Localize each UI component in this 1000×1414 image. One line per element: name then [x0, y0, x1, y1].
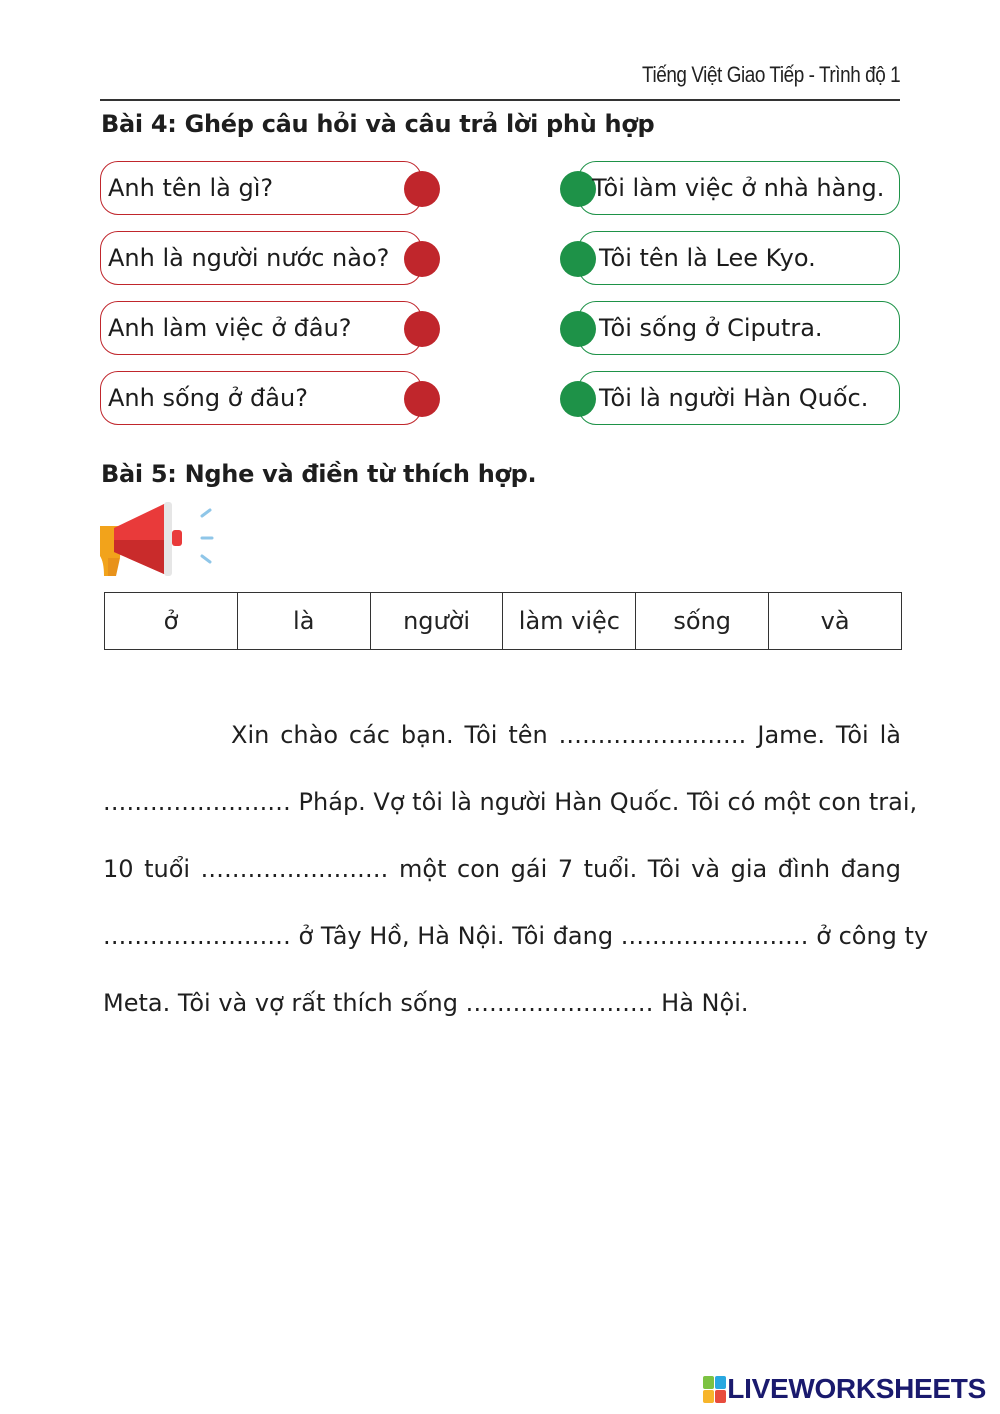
- passage-line: [103, 712, 901, 779]
- header-title: Tiếng Việt Giao Tiếp - Trình độ 1: [641, 62, 900, 87]
- answer-item[interactable]: [578, 301, 900, 355]
- header-divider: [100, 99, 900, 101]
- blank-field[interactable]: ........................: [103, 788, 291, 816]
- blank-field[interactable]: ........................: [620, 922, 809, 950]
- passage-text: Pháp. Vợ tôi là người Hàn Quốc. Tôi có một con trai,: [298, 788, 918, 816]
- answer-text: Tôi là người Hàn Quốc.: [599, 384, 869, 412]
- answer-list: [578, 161, 900, 441]
- word-bank-cell: ở: [105, 593, 238, 650]
- passage-text: Xin chào các bạn. Tôi tên: [231, 721, 548, 749]
- passage-text: Hà Nội.: [661, 989, 749, 1017]
- word-bank-cell: người: [370, 593, 503, 650]
- answer-item[interactable]: [578, 371, 900, 425]
- question-item[interactable]: [100, 161, 422, 215]
- answer-text: Tôi sống ở Ciputra.: [599, 314, 823, 342]
- passage-text: một con gái 7 tuổi. Tôi và gia đình đang: [399, 855, 901, 883]
- exercise-5-title: Bài 5: Nghe và điền từ thích hợp.: [101, 460, 537, 488]
- question-text: Anh tên là gì?: [108, 174, 274, 202]
- word-bank-cell: làm việc: [503, 593, 636, 650]
- liveworksheets-brand[interactable]: [703, 1373, 986, 1405]
- megaphone-icon[interactable]: [98, 500, 214, 582]
- question-text: Anh là người nước nào?: [108, 244, 390, 272]
- question-text: Anh sống ở đâu?: [108, 384, 308, 412]
- word-bank-table: [104, 592, 902, 650]
- passage-line: [103, 779, 918, 846]
- question-item[interactable]: [100, 301, 422, 355]
- question-connector-dot[interactable]: [404, 311, 440, 347]
- blank-field[interactable]: ........................: [103, 922, 291, 950]
- word-bank-cell: sống: [636, 593, 769, 650]
- word-bank-cell: và: [769, 593, 902, 650]
- blank-field[interactable]: ........................: [465, 989, 654, 1017]
- passage-text: Meta. Tôi và vợ rất thích sống: [103, 989, 458, 1017]
- answer-connector-dot[interactable]: [560, 311, 596, 347]
- passage-line: [103, 913, 929, 980]
- question-item[interactable]: [100, 231, 422, 285]
- exercise-4-title: Bài 4: Ghép câu hỏi và câu trả lời phù hợp: [101, 110, 655, 138]
- question-connector-dot[interactable]: [404, 381, 440, 417]
- question-connector-dot[interactable]: [404, 241, 440, 277]
- answer-connector-dot[interactable]: [560, 381, 596, 417]
- answer-connector-dot[interactable]: [560, 171, 596, 207]
- passage-text: ở Tây Hồ, Hà Nội. Tôi đang: [298, 922, 614, 950]
- question-connector-dot[interactable]: [404, 171, 440, 207]
- question-text: Anh làm việc ở đâu?: [108, 314, 352, 342]
- passage-text: Jame. Tôi là: [757, 721, 901, 749]
- passage-text: 10 tuổi: [103, 855, 191, 883]
- passage-text: ở công ty: [816, 922, 929, 950]
- passage-line: [103, 980, 901, 1047]
- question-list: [100, 161, 422, 441]
- answer-connector-dot[interactable]: [560, 241, 596, 277]
- question-item[interactable]: [100, 371, 422, 425]
- fill-in-passage: [103, 712, 929, 1047]
- answer-item[interactable]: [578, 161, 900, 215]
- blank-field[interactable]: ........................: [200, 855, 389, 883]
- answer-text: Tôi làm việc ở nhà hàng.: [592, 174, 885, 202]
- liveworksheets-logo-icon: [703, 1376, 725, 1402]
- word-bank-cell: là: [237, 593, 370, 650]
- answer-text: Tôi tên là Lee Kyo.: [599, 244, 816, 272]
- answer-item[interactable]: [578, 231, 900, 285]
- passage-line: [103, 846, 901, 913]
- brand-name: LIVEWORKSHEETS: [727, 1373, 986, 1404]
- blank-field[interactable]: ........................: [558, 721, 747, 749]
